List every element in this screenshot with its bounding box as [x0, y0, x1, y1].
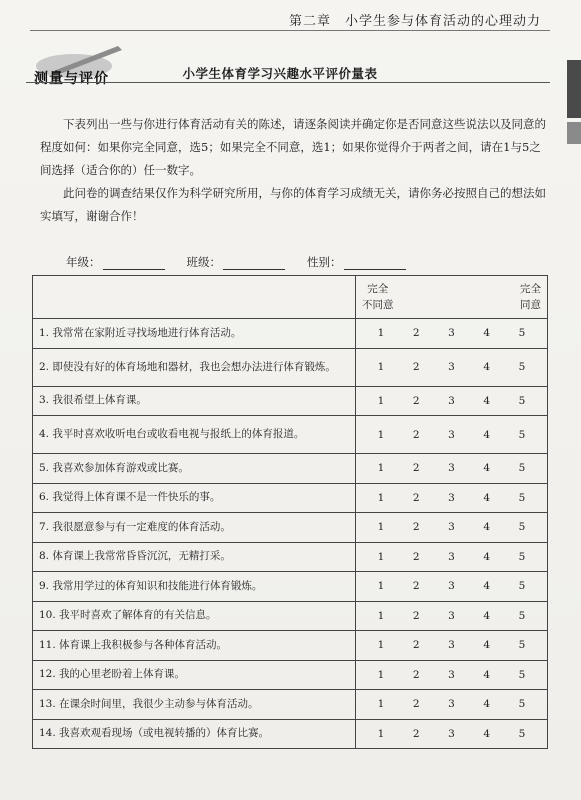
rating-options [356, 660, 548, 690]
question-text: 4. 我平时喜欢收听电台或收看电视与报纸上的体育报道。 [33, 416, 356, 454]
question-text: 14. 我喜欢观看现场（或电视转播的）体育比赛。 [33, 719, 356, 749]
field-label: 年级： [66, 255, 101, 269]
page-edge-tab-light [567, 122, 581, 144]
rating-option[interactable]: 5 [518, 727, 526, 740]
rating-option[interactable]: 4 [483, 580, 491, 593]
rating-option[interactable]: 1 [377, 698, 385, 711]
rating-option[interactable]: 5 [518, 550, 526, 563]
rating-option[interactable]: 1 [377, 327, 385, 340]
rating-option[interactable]: 5 [518, 580, 526, 593]
rating-option[interactable]: 1 [377, 639, 385, 652]
table-header-row [33, 276, 548, 319]
question-text: 11. 体育课上我积极参与各种体育活动。 [33, 631, 356, 661]
rating-option[interactable]: 1 [377, 462, 385, 475]
table-row [33, 454, 548, 484]
scale-header-cell [356, 276, 548, 319]
table-row [33, 719, 548, 749]
table-row [33, 660, 548, 690]
rating-option[interactable]: 3 [448, 521, 455, 534]
gender-field[interactable] [307, 254, 406, 270]
field-label: 性别： [307, 255, 342, 269]
section-tag-text: 测量与评价 [34, 71, 109, 87]
rating-options [356, 572, 548, 602]
question-text: 8. 体育课上我常常昏昏沉沉，无精打采。 [33, 542, 356, 572]
rating-option[interactable]: 4 [483, 727, 491, 740]
rating-options [356, 542, 548, 572]
rating-option[interactable]: 1 [377, 361, 385, 373]
rating-options [356, 319, 548, 349]
header-blank-cell [33, 276, 356, 319]
table-row [33, 386, 548, 416]
rating-option[interactable]: 3 [448, 491, 455, 504]
table-row [33, 601, 548, 631]
instructions-paragraph: 此问卷的调查结果仅作为科学研究所用，与你的体育学习成绩无关，请你务必按照自己的想法如实填写，谢谢合作！ [40, 186, 546, 223]
rating-option[interactable]: 2 [412, 698, 420, 711]
table-row [33, 483, 548, 513]
table-row [33, 572, 548, 602]
rating-option[interactable]: 1 [377, 491, 385, 504]
rating-option[interactable]: 5 [518, 428, 526, 441]
rating-option[interactable]: 2 [412, 327, 420, 340]
table-row [33, 319, 548, 349]
rating-option[interactable]: 3 [448, 327, 455, 340]
blank-line[interactable] [344, 255, 406, 270]
rating-option[interactable]: 3 [448, 550, 455, 563]
running-header: 第二章 小学生参与体育活动的心理动力 [288, 14, 541, 29]
question-text: 9. 我常用学过的体育知识和技能进行体育锻炼。 [33, 572, 356, 602]
question-text: 6. 我觉得上体育课不是一件快乐的事。 [33, 483, 356, 513]
rating-option[interactable]: 4 [483, 462, 491, 475]
rating-option[interactable]: 2 [412, 668, 420, 681]
rating-option[interactable]: 1 [377, 550, 385, 563]
rating-options [356, 483, 548, 513]
rating-option[interactable]: 2 [412, 428, 420, 441]
rating-option[interactable]: 1 [377, 609, 385, 622]
rating-options [356, 690, 548, 720]
rating-options [356, 454, 548, 484]
question-text: 10. 我平时喜欢了解体育的有关信息。 [33, 601, 356, 631]
rating-option[interactable]: 2 [412, 609, 420, 622]
rating-option[interactable]: 4 [483, 394, 491, 407]
rating-option[interactable]: 2 [412, 491, 420, 504]
scale-high-label: 完全 同意 [520, 283, 541, 311]
rating-options [356, 386, 548, 416]
rating-option[interactable]: 1 [377, 727, 385, 740]
rating-options [356, 513, 548, 543]
page-edge-tab [567, 60, 581, 118]
student-info-fields [66, 254, 546, 270]
rating-option[interactable]: 1 [377, 394, 385, 407]
rating-option[interactable]: 3 [448, 639, 455, 652]
rating-option[interactable]: 5 [518, 698, 526, 711]
question-text: 2. 即使没有好的体育场地和器材，我也会想办法进行体育锻炼。 [33, 348, 356, 386]
rating-option[interactable]: 5 [518, 668, 526, 681]
rating-option[interactable]: 3 [448, 727, 455, 740]
rating-option[interactable]: 2 [412, 394, 420, 407]
rating-option[interactable]: 3 [448, 580, 455, 593]
rating-option[interactable]: 5 [518, 639, 526, 652]
rating-option[interactable]: 5 [518, 462, 526, 475]
survey-table [32, 275, 548, 749]
table-row [33, 631, 548, 661]
table-row [33, 542, 548, 572]
question-text: 5. 我喜欢参加体育游戏或比赛。 [33, 454, 356, 484]
rating-options [356, 719, 548, 749]
instructions [40, 113, 550, 228]
rating-option[interactable]: 2 [412, 727, 420, 740]
question-text: 3. 我很希望上体育课。 [33, 386, 356, 416]
section-rule [26, 82, 550, 83]
rating-option[interactable]: 3 [448, 668, 455, 681]
rating-option[interactable]: 4 [483, 361, 491, 373]
rating-option[interactable]: 3 [448, 361, 455, 373]
rating-options [356, 348, 548, 386]
page-title: 小学生体育学习兴趣水平评价量表 [182, 66, 378, 81]
rating-option[interactable]: 5 [518, 394, 526, 407]
blank-line[interactable] [103, 255, 165, 270]
rating-option[interactable]: 1 [377, 580, 385, 593]
rating-option[interactable]: 2 [412, 521, 420, 534]
field-label: 班级： [186, 255, 221, 269]
rating-option[interactable]: 4 [483, 668, 491, 681]
rating-option[interactable]: 2 [412, 361, 420, 373]
rating-option[interactable]: 4 [483, 609, 491, 622]
class-field[interactable] [187, 254, 286, 270]
table-row [33, 348, 548, 386]
rating-option[interactable]: 2 [412, 639, 420, 652]
scale-low-label: 完全 不同意 [362, 283, 394, 311]
question-text: 13. 在课余时间里，我很少主动参与体育活动。 [33, 690, 356, 720]
instructions-paragraph: 下表列出一些与你进行体育活动有关的陈述，请逐条阅读并确定你是否同意这些说法以及同意的程度如何：如果你完全同意，选5；如果完全不同意，选1；如果你觉得介于两者之间，请在1与5之间选择（适合你的）任一数字。 [40, 117, 546, 177]
rating-option[interactable]: 5 [518, 361, 526, 373]
rating-option[interactable]: 3 [448, 428, 455, 441]
rating-option[interactable]: 2 [412, 580, 420, 593]
rating-option[interactable]: 3 [448, 698, 455, 711]
rating-option[interactable]: 3 [448, 609, 455, 622]
rating-option[interactable]: 1 [377, 668, 385, 681]
table-row [33, 513, 548, 543]
table-row [33, 690, 548, 720]
rating-options [356, 416, 548, 454]
rating-option[interactable]: 5 [518, 491, 526, 504]
rating-option[interactable]: 4 [483, 550, 491, 563]
rating-option[interactable]: 4 [483, 428, 491, 441]
rating-option[interactable]: 4 [483, 521, 491, 534]
blank-line[interactable] [223, 255, 285, 270]
rating-option[interactable]: 1 [377, 521, 385, 534]
rating-options [356, 631, 548, 661]
rating-option[interactable]: 1 [377, 428, 385, 441]
rating-option[interactable]: 4 [483, 639, 491, 652]
question-text: 12. 我的心里老盼着上体育课。 [33, 660, 356, 690]
rating-option[interactable]: 4 [483, 491, 491, 504]
question-text: 1. 我常常在家附近寻找场地进行体育活动。 [33, 319, 356, 349]
table-row [33, 416, 548, 454]
rating-option[interactable]: 5 [518, 521, 526, 534]
rating-options [356, 601, 548, 631]
question-text: 7. 我很愿意参与有一定难度的体育活动。 [33, 513, 356, 543]
rating-option[interactable]: 5 [518, 327, 526, 340]
rating-option[interactable]: 2 [412, 462, 420, 475]
rating-option[interactable]: 4 [483, 327, 491, 340]
header-rule [30, 30, 550, 31]
rating-option[interactable]: 2 [412, 550, 420, 563]
rating-option[interactable]: 3 [448, 394, 455, 407]
rating-option[interactable]: 5 [518, 609, 526, 622]
grade-field[interactable] [66, 254, 165, 270]
rating-option[interactable]: 4 [483, 698, 491, 711]
rating-option[interactable]: 3 [448, 462, 455, 475]
